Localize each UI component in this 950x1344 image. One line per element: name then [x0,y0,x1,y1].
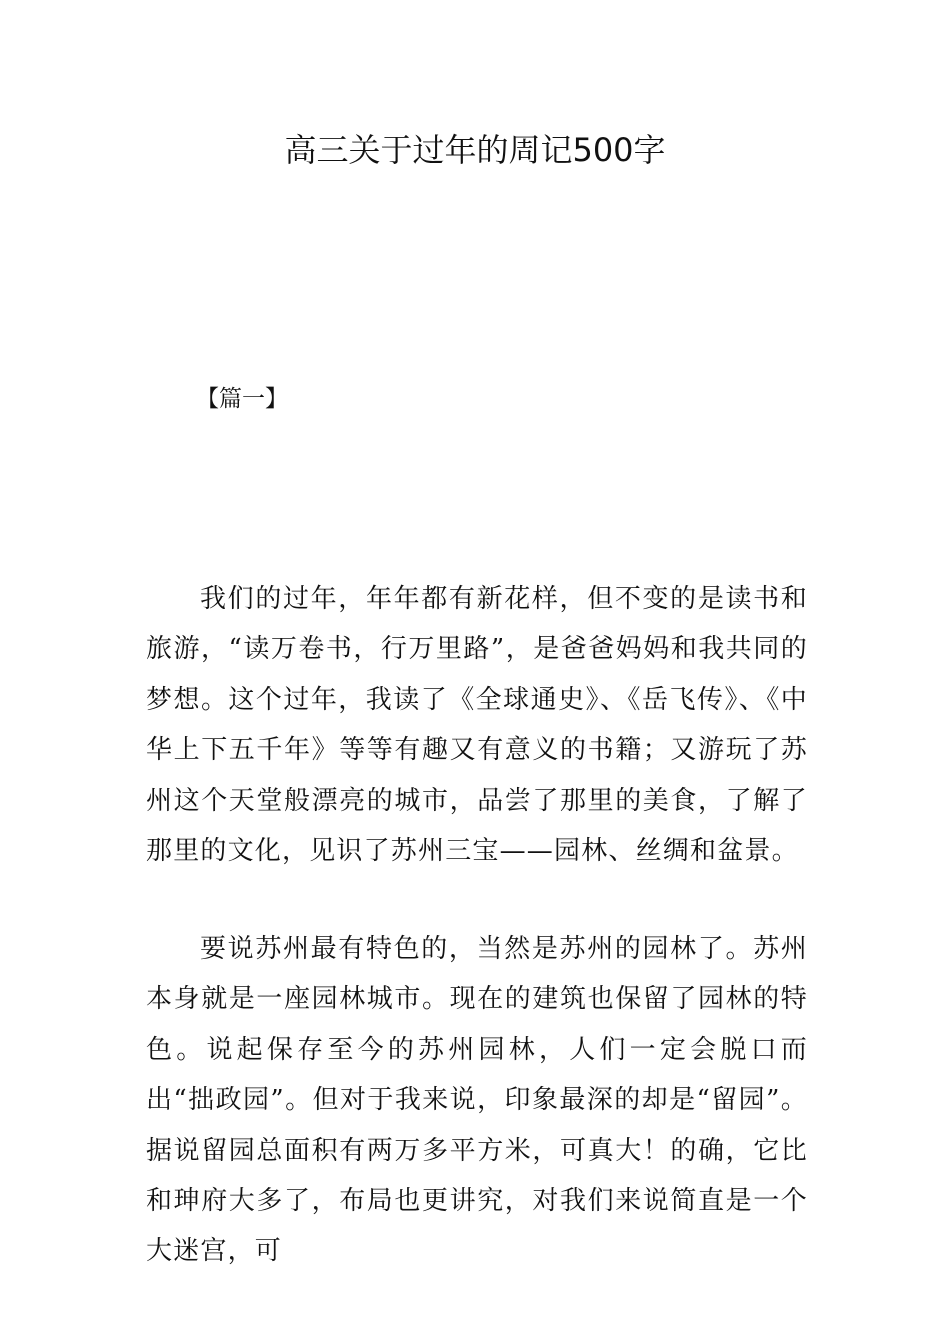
paragraph-1: 我们的过年，年年都有新花样，但不变的是读书和旅游，“读万卷书，行万里路”，是爸爸妈妈和我共同的梦想。这个过年，我读了《全球通史》、《岳飞传》、《中华上下五千年》等等有趣又有意义的书籍；又游玩了苏州这个天堂般漂亮的城市，品尝了那里的美食，了解了那里的文化，见识了苏州三宝——园林、丝绸和盆景。 [146,584,808,867]
paragraph-2: 要说苏州最有特色的，当然是苏州的园林了。苏州本身就是一座园林城市。现在的建筑也保留了园林的特色。说起保存至今的苏州园林，人们一定会脱口而出“拙政园”。但对于我来说，印象最深的却是“留园”。据说留园总面积有两万多平方米，可真大！的确，它比和珅府大多了，布局也更讲究，对我们来说简直是一个大迷宫，可 [146,934,808,1267]
document-title: 高三关于过年的周记500字 [284,131,666,169]
section-heading: 【篇一】 [196,386,288,412]
